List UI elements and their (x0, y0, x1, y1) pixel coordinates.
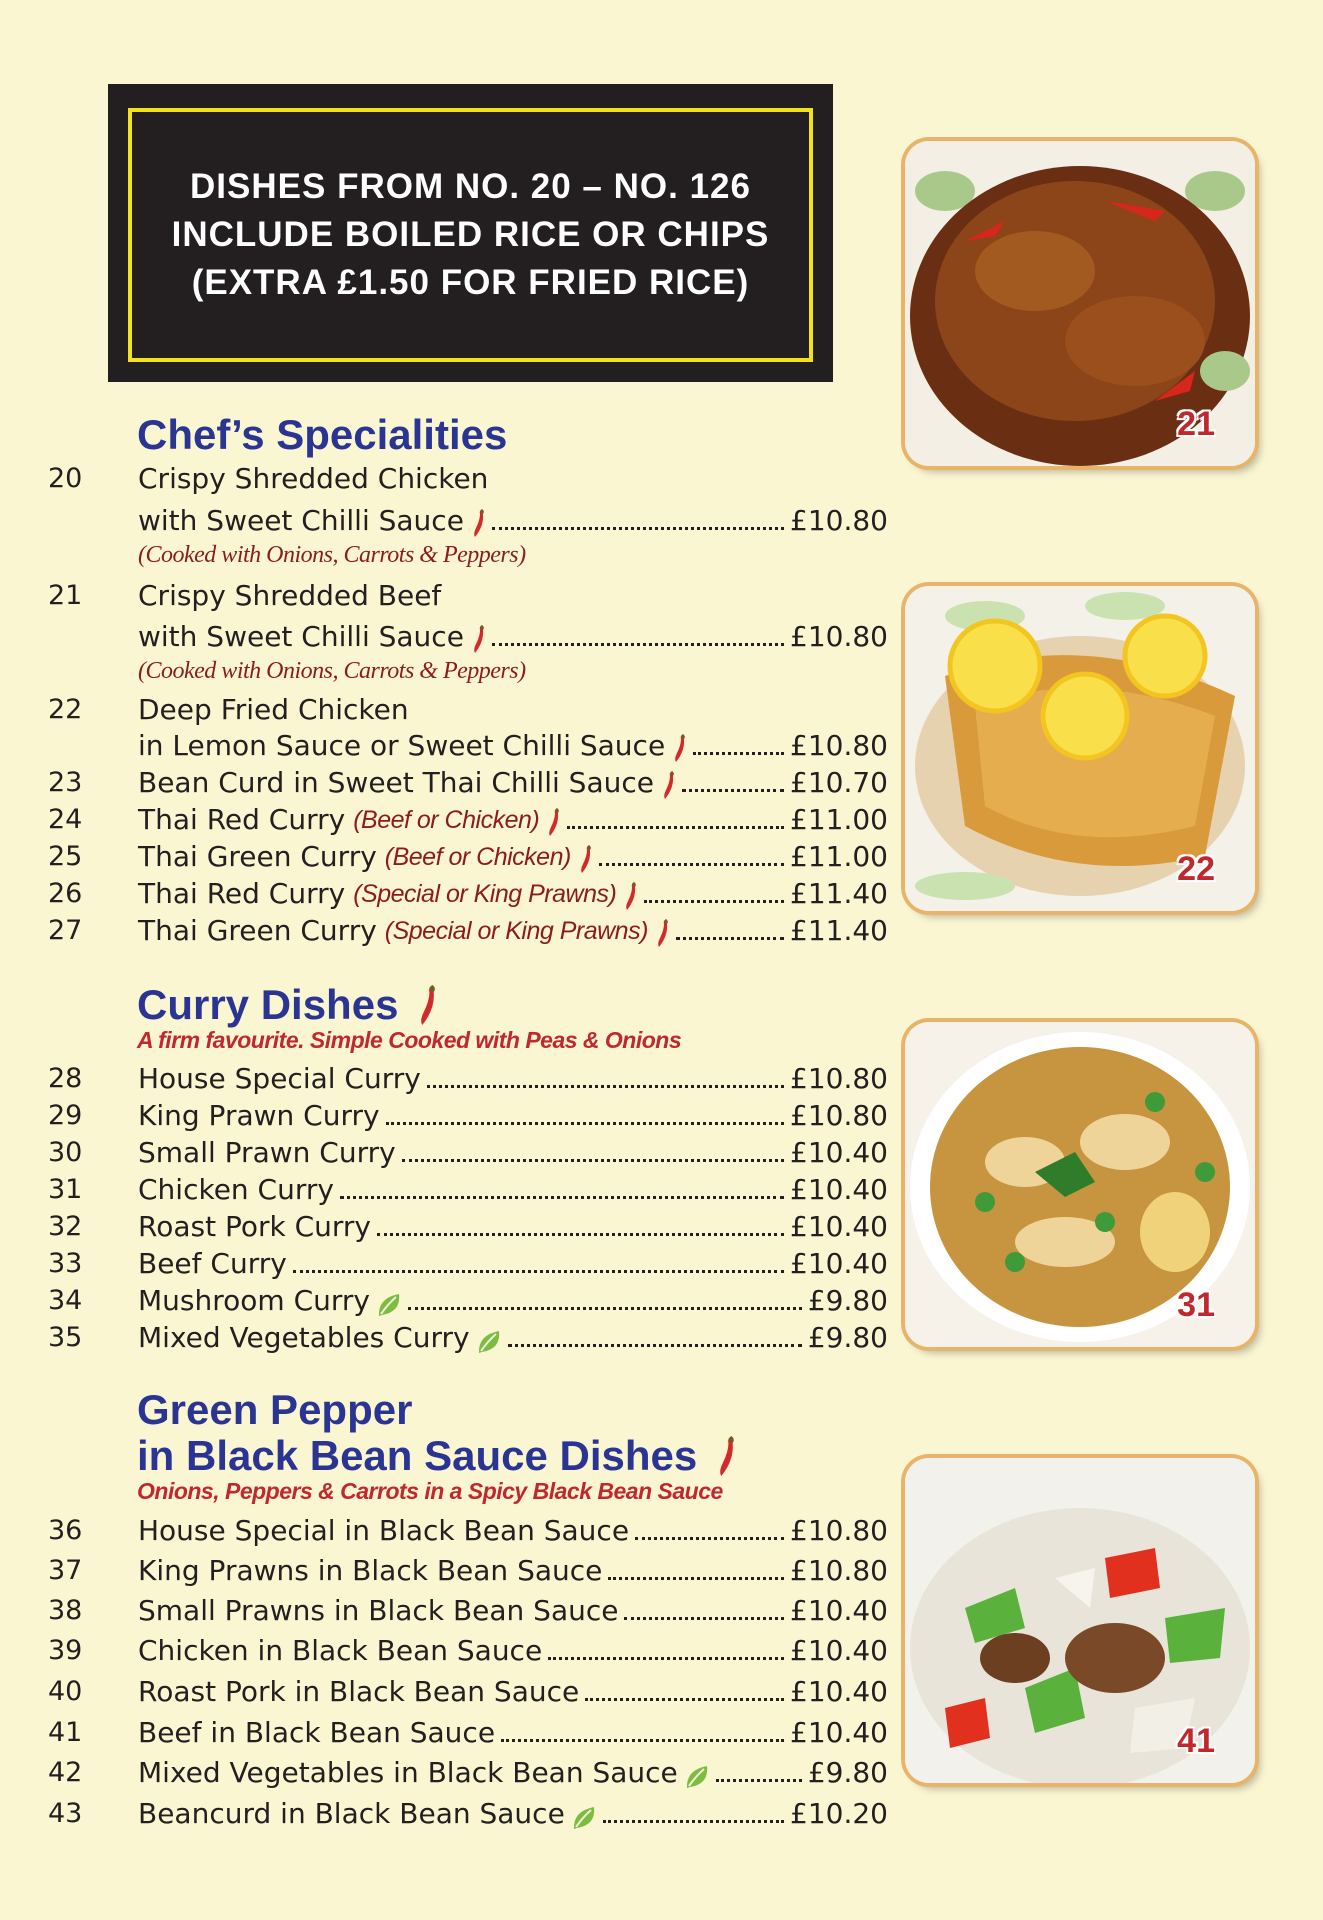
notice-line-2: INCLUDE BOILED RICE OR CHIPS (171, 215, 770, 254)
menu-item-name: Crispy Shredded Chicken (138, 462, 489, 495)
rice-notice-frame (128, 108, 813, 362)
menu-item-name: Thai Green Curry (138, 914, 377, 947)
leader-dots (492, 527, 784, 530)
item-number: 22 (48, 694, 83, 725)
menu-item-name: Mixed Vegetables Curry (138, 1321, 470, 1354)
menu-item-note: (Cooked with Onions, Carrots & Peppers) (138, 658, 526, 684)
chili-icon (656, 918, 670, 948)
item-number: 35 (48, 1322, 83, 1353)
menu-item-price: £11.40 (790, 877, 888, 910)
menu-item-price: £10.40 (790, 1247, 888, 1280)
section-title-text: Curry Dishes (137, 981, 399, 1028)
menu-item-price: £10.40 (790, 1594, 888, 1627)
menu-item-row[interactable] (138, 1675, 888, 1709)
leader-dots (501, 1739, 784, 1742)
menu-item-option: (Beef or Chicken) (384, 843, 571, 871)
photo-dish-number: 41 (1177, 1722, 1215, 1760)
menu-item-row[interactable] (138, 1756, 888, 1790)
menu-item-price: £9.80 (807, 1321, 888, 1354)
menu-item-name: Deep Fried Chicken (138, 693, 409, 726)
menu-item-row[interactable] (138, 504, 888, 538)
leader-dots (682, 789, 784, 792)
menu-item-row[interactable] (138, 1594, 888, 1628)
menu-item-row[interactable] (138, 1514, 888, 1548)
chili-icon (662, 770, 676, 800)
menu-item-row[interactable] (138, 1716, 888, 1750)
menu-item-name: with Sweet Chilli Sauce (138, 620, 464, 653)
menu-item-price: £10.70 (790, 766, 888, 799)
menu-item-price: £10.40 (790, 1173, 888, 1206)
item-number: 33 (48, 1248, 83, 1279)
item-number: 24 (48, 804, 83, 835)
leader-dots (567, 826, 784, 829)
menu-item-row[interactable] (138, 840, 888, 874)
item-number: 39 (48, 1635, 83, 1666)
chili-icon (547, 807, 561, 837)
menu-item-option: (Beef or Chicken) (353, 806, 540, 834)
leader-dots (644, 900, 784, 903)
menu-item-price: £9.80 (807, 1284, 888, 1317)
leader-dots (608, 1577, 784, 1580)
menu-item-name: Bean Curd in Sweet Thai Chilli Sauce (138, 766, 654, 799)
menu-item-price: £11.40 (790, 914, 888, 947)
chili-icon (624, 881, 638, 911)
section-title-chefs-specialities: Chef’s Specialities (137, 411, 508, 458)
menu-item-row[interactable] (138, 1554, 888, 1588)
chili-icon (472, 624, 486, 654)
menu-item-price: £10.20 (790, 1797, 888, 1830)
photo-dish-number: 22 (1177, 850, 1215, 888)
menu-item-name: Small Prawn Curry (138, 1136, 396, 1169)
section-title-text: in Black Bean Sauce Dishes (137, 1432, 698, 1479)
menu-item-name: House Special in Black Bean Sauce (138, 1514, 630, 1547)
menu-item-price: £10.40 (790, 1210, 888, 1243)
section-title-black-bean (137, 1433, 737, 1479)
menu-item-row[interactable] (138, 1173, 888, 1207)
menu-item-name: Chicken Curry (138, 1173, 334, 1206)
leader-dots (386, 1122, 784, 1125)
menu-item-name: Chicken in Black Bean Sauce (138, 1634, 543, 1667)
notice-line-1: DISHES FROM NO. 20 – NO. 126 (190, 167, 751, 206)
item-number: 31 (48, 1174, 83, 1205)
dish-photo-41 (905, 1458, 1255, 1783)
item-number: 26 (48, 878, 83, 909)
leader-dots (693, 752, 784, 755)
menu-item-price: £10.80 (790, 1099, 888, 1132)
menu-item-name: Roast Pork Curry (138, 1210, 371, 1243)
section-subtitle-black-bean: Onions, Peppers & Carrots in a Spicy Black Bean Sauce (137, 1478, 723, 1504)
menu-item-name: in Lemon Sauce or Sweet Chilli Sauce (138, 729, 666, 762)
menu-item-name: King Prawn Curry (138, 1099, 380, 1132)
photo-dish-number: 31 (1177, 1286, 1215, 1324)
dish-photo-31 (905, 1022, 1255, 1347)
vegetarian-leaf-icon (684, 1764, 710, 1790)
leader-dots (508, 1344, 802, 1347)
leader-dots (603, 1820, 784, 1823)
leader-dots (676, 937, 784, 940)
item-number: 21 (48, 580, 83, 611)
item-number: 43 (48, 1798, 83, 1829)
menu-item-price: £10.80 (790, 1554, 888, 1587)
chili-icon (472, 508, 486, 538)
leader-dots (427, 1085, 784, 1088)
vegetarian-leaf-icon (571, 1805, 597, 1831)
menu-item-row[interactable] (138, 803, 888, 837)
menu-item-price: £10.80 (790, 1062, 888, 1095)
leader-dots (492, 643, 784, 646)
menu-item-row[interactable] (138, 1247, 888, 1281)
dish-photo-22 (905, 586, 1255, 911)
leader-dots (548, 1657, 784, 1660)
menu-item-row[interactable] (138, 729, 888, 763)
menu-item-name: Beef Curry (138, 1247, 287, 1280)
vegetarian-leaf-icon (376, 1292, 402, 1318)
menu-item-price: £11.00 (790, 840, 888, 873)
menu-item-row[interactable] (138, 620, 888, 654)
dish-photo-21 (905, 141, 1255, 466)
leader-dots (340, 1196, 784, 1199)
item-number: 34 (48, 1285, 83, 1316)
item-number: 32 (48, 1211, 83, 1242)
menu-item-name: Roast Pork in Black Bean Sauce (138, 1675, 580, 1708)
item-number: 30 (48, 1137, 83, 1168)
item-number: 37 (48, 1555, 83, 1586)
menu-item-row[interactable] (138, 1284, 888, 1318)
menu-item-name: Mixed Vegetables in Black Bean Sauce (138, 1756, 678, 1789)
menu-item-row[interactable] (138, 766, 888, 800)
menu-item-name: Crispy Shredded Beef (138, 579, 442, 612)
menu-item-row[interactable] (138, 914, 888, 948)
section-title-curry-dishes (137, 982, 438, 1028)
vegetarian-leaf-icon (476, 1329, 502, 1355)
menu-item-row[interactable] (138, 1099, 888, 1133)
section-subtitle-curry: A firm favourite. Simple Cooked with Peas & Onions (137, 1027, 682, 1053)
item-number: 23 (48, 767, 83, 798)
chili-icon (673, 733, 687, 763)
menu-item-option: (Special or King Prawns) (384, 917, 648, 945)
item-number: 25 (48, 841, 83, 872)
menu-item-price: £11.00 (790, 803, 888, 836)
menu-item-name: Small Prawns in Black Bean Sauce (138, 1594, 619, 1627)
menu-item-option: (Special or King Prawns) (353, 880, 617, 908)
leader-dots (293, 1270, 784, 1273)
menu-item-name: King Prawns in Black Bean Sauce (138, 1554, 603, 1587)
item-number: 20 (48, 463, 83, 494)
menu-item-note: (Cooked with Onions, Carrots & Peppers) (138, 542, 526, 568)
menu-item-price: £9.80 (807, 1756, 888, 1789)
item-number: 42 (48, 1757, 83, 1788)
menu-item-name: Mushroom Curry (138, 1284, 370, 1317)
leader-dots (599, 863, 784, 866)
section-title-green-pepper: Green Pepper (137, 1386, 413, 1433)
leader-dots (408, 1307, 802, 1310)
menu-item-price: £10.80 (790, 1514, 888, 1547)
menu-item-name: House Special Curry (138, 1062, 421, 1095)
chili-icon (717, 1434, 737, 1478)
leader-dots (624, 1617, 784, 1620)
item-number: 38 (48, 1595, 83, 1626)
leader-dots (402, 1159, 784, 1162)
leader-dots (377, 1233, 784, 1236)
menu-item-row[interactable] (138, 1210, 888, 1244)
menu-item-price: £10.80 (790, 729, 888, 762)
menu-item-row[interactable] (138, 1062, 888, 1096)
menu-item-price: £10.80 (790, 504, 888, 537)
item-number: 28 (48, 1063, 83, 1094)
menu-item-name: Thai Green Curry (138, 840, 377, 873)
item-number: 29 (48, 1100, 83, 1131)
menu-item-name: Thai Red Curry (138, 803, 346, 836)
menu-item-price: £10.40 (790, 1716, 888, 1749)
menu-item-price: £10.40 (790, 1634, 888, 1667)
photo-dish-number: 21 (1177, 405, 1215, 443)
menu-item-row[interactable] (138, 1321, 888, 1355)
chili-icon (418, 983, 438, 1027)
menu-item-row[interactable] (138, 1136, 888, 1170)
leader-dots (585, 1698, 784, 1701)
menu-item-name: Beancurd in Black Bean Sauce (138, 1797, 565, 1830)
item-number: 27 (48, 915, 83, 946)
leader-dots (635, 1537, 784, 1540)
menu-item-price: £10.80 (790, 620, 888, 653)
chili-icon (579, 844, 593, 874)
leader-dots (716, 1779, 802, 1782)
item-number: 36 (48, 1515, 83, 1546)
notice-line-3: (EXTRA £1.50 FOR FRIED RICE) (191, 263, 750, 302)
menu-item-price: £10.40 (790, 1675, 888, 1708)
menu-item-name: Thai Red Curry (138, 877, 346, 910)
item-number: 41 (48, 1717, 83, 1748)
menu-item-name: Beef in Black Bean Sauce (138, 1716, 496, 1749)
menu-item-row[interactable] (138, 1634, 888, 1668)
menu-item-price: £10.40 (790, 1136, 888, 1169)
menu-item-row[interactable] (138, 877, 888, 911)
rice-notice-box (108, 84, 833, 382)
menu-item-row[interactable] (138, 1797, 888, 1831)
item-number: 40 (48, 1676, 83, 1707)
menu-item-name: with Sweet Chilli Sauce (138, 504, 464, 537)
